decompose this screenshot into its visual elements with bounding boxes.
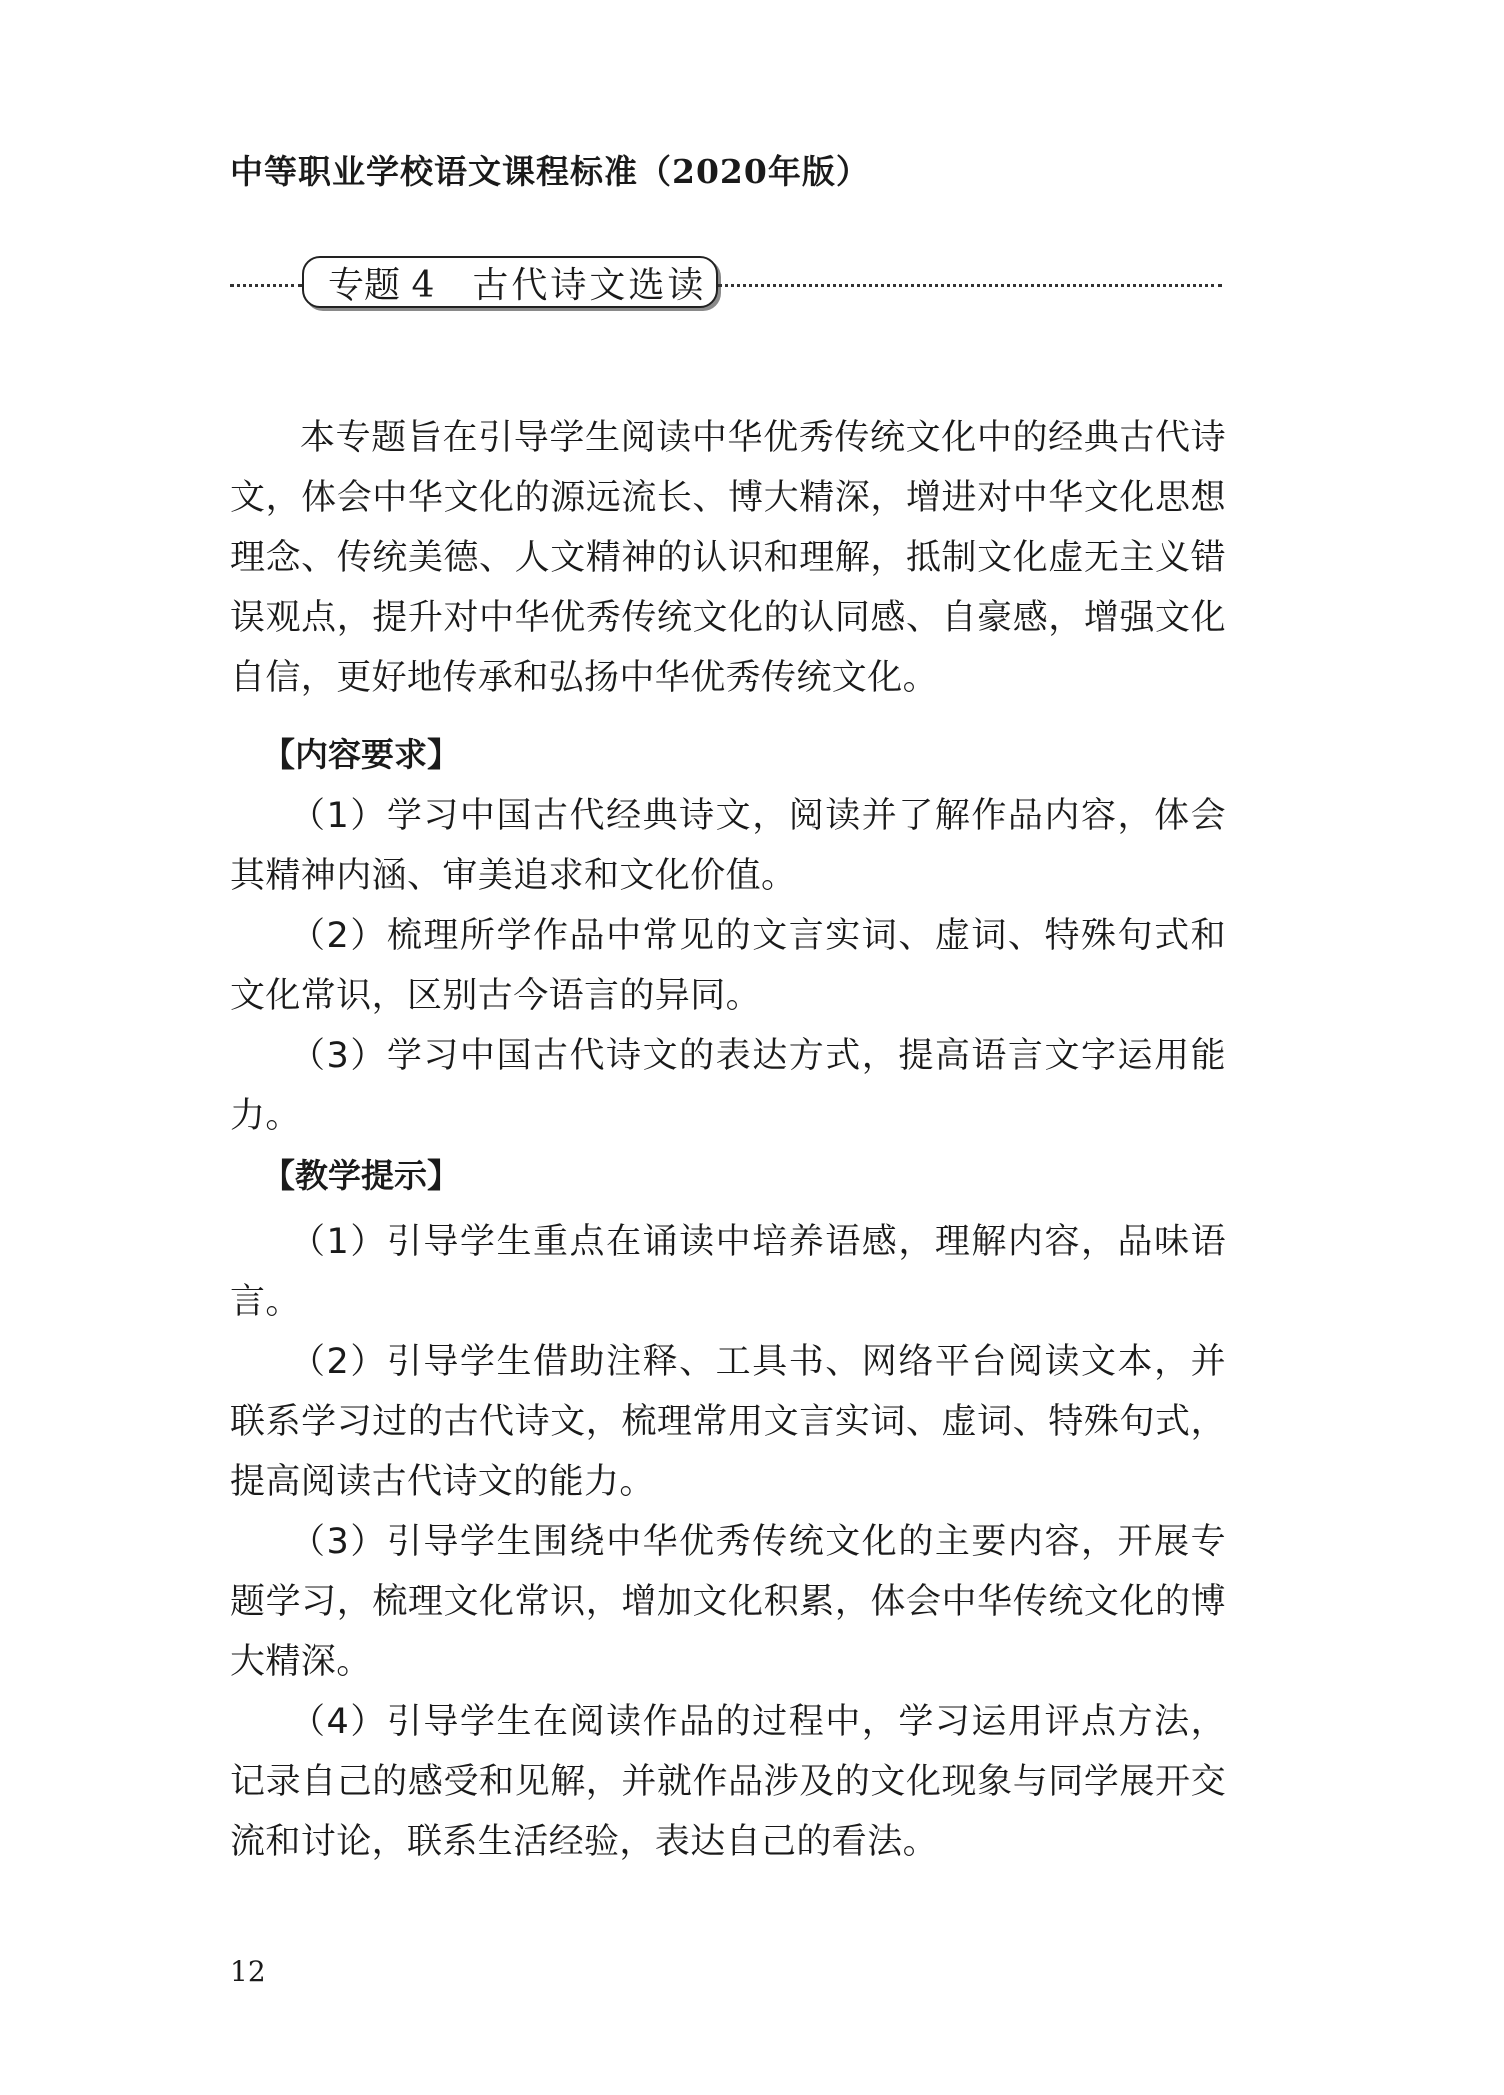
teaching-tips-heading: 【教学提示】	[262, 1156, 460, 1195]
dotted-rule-right	[718, 284, 1222, 287]
topic-label	[302, 256, 718, 308]
topic-title: 古代诗文选读	[472, 264, 707, 306]
topic-banner	[230, 256, 1222, 312]
list-item: （3）引导学生围绕中华优秀传统文化的主要内容，开展专题学习，梳理文化常识，增加文化积累，体会中华传统文化的博大精深。	[230, 1522, 1226, 1682]
content-requirements-heading: 【内容要求】	[262, 735, 460, 774]
teaching-tips-list	[230, 1212, 1226, 1872]
dotted-rule-left	[230, 284, 302, 287]
list-item: （4）引导学生在阅读作品的过程中，学习运用评点方法，记录自己的感受和见解，并就作品涉及的文化现象与同学展开交流和讨论，联系生活经验，表达自己的看法。	[230, 1702, 1226, 1862]
topic-number: 专题 4	[328, 264, 435, 306]
list-item: （2）引导学生借助注释、工具书、网络平台阅读文本，并联系学习过的古代诗文，梳理常用文言实词、虚词、特殊句式，提高阅读古代诗文的能力。	[230, 1342, 1226, 1502]
list-item: （2）梳理所学作品中常见的文言实词、虚词、特殊句式和文化常识，区别古今语言的异同。	[230, 916, 1226, 1016]
list-item: （1）学习中国古代经典诗文，阅读并了解作品内容，体会其精神内涵、审美追求和文化价值。	[230, 796, 1226, 896]
content-requirements-list	[230, 786, 1226, 1146]
list-item: （3）学习中国古代诗文的表达方式，提高语言文字运用能力。	[230, 1036, 1226, 1136]
page-header-title: 中等职业学校语文课程标准（2020年版）	[230, 152, 870, 191]
page-number: 12	[230, 1955, 266, 1988]
list-item: （1）引导学生重点在诵读中培养语感，理解内容，品味语言。	[230, 1222, 1226, 1322]
intro-paragraph: 本专题旨在引导学生阅读中华优秀传统文化中的经典古代诗文，体会中华文化的源远流长、博大精深，增进对中华文化思想理念、传统美德、人文精神的认识和理解，抵制文化虚无主义错误观点，提升对中华优秀传统文化的认同感、自豪感，增强文化自信，更好地传承和弘扬中华优秀传统文化。	[230, 418, 1226, 698]
